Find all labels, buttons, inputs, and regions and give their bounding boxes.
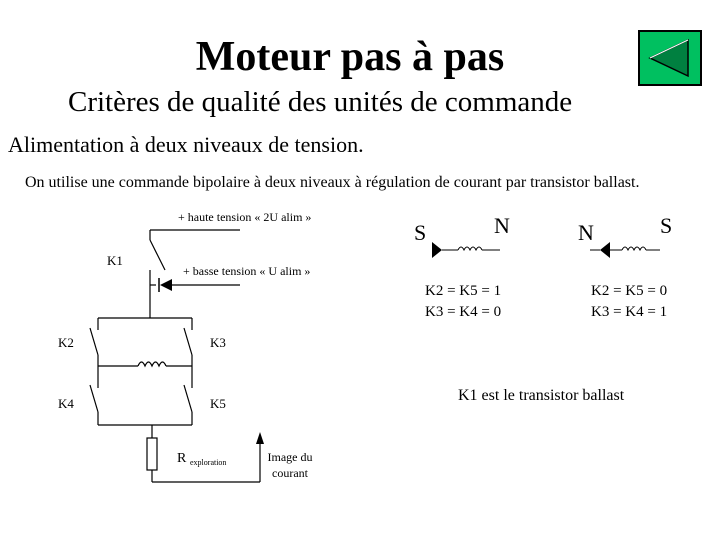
right-state-eq1: K2 = K5 = 0 [591, 283, 668, 299]
resistor-symbol [147, 438, 157, 470]
left-state-eq1: K2 = K5 = 1 [425, 283, 502, 299]
pole-right-s: S [660, 213, 673, 238]
page-title: Moteur pas à pas [195, 34, 505, 80]
resistor-label: R [177, 451, 187, 466]
k3-label: K3 [210, 335, 226, 350]
resistor-sublabel: exploration [190, 458, 227, 467]
coil-symbol [138, 362, 166, 366]
pole-left-s: S [414, 220, 427, 245]
pole-right-n: N [578, 220, 594, 245]
diode-symbol [159, 278, 172, 292]
intro-line: Alimentation à deux niveaux de tension. [8, 132, 364, 157]
pole-left-n: N [494, 213, 510, 238]
current-image-line2: courant [272, 466, 308, 480]
k5-label: K5 [210, 396, 226, 411]
k2-label: K2 [58, 335, 74, 350]
high-voltage-label: + haute tension « 2U alim » [178, 210, 312, 224]
description-line: On utilise une commande bipolaire à deux niveaux à régulation de courant par transistor ballast. [25, 174, 640, 191]
coil-state-right [590, 242, 660, 258]
coil-state-left [432, 242, 500, 258]
ballast-note: K1 est le transistor ballast [458, 387, 625, 404]
k4-label: K4 [58, 396, 74, 411]
left-state-eq2: K3 = K4 = 0 [425, 304, 502, 320]
right-state-eq2: K3 = K4 = 1 [591, 304, 668, 320]
page-subtitle: Critères de qualité des unités de commande [68, 86, 573, 118]
k1-label: K1 [107, 253, 123, 268]
current-image-line1: Image du [267, 450, 313, 464]
low-voltage-label: + basse tension « U alim » [183, 264, 311, 278]
current-arrow [256, 432, 264, 482]
